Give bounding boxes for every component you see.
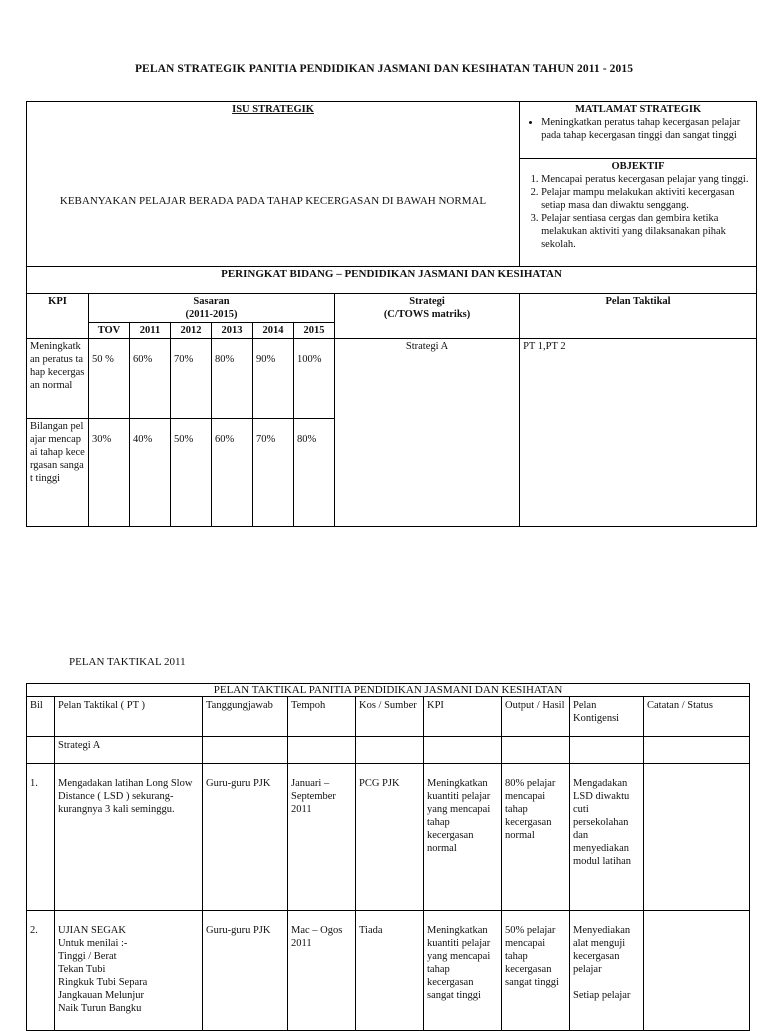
pt-cell: Mengadakan latihan Long Slow Distance ( LSD ) sekurang-kurangnya 3 kali seminggu. [55, 764, 203, 911]
kpi-header: KPI [27, 294, 89, 339]
kontigensi-cell [570, 911, 644, 1031]
pt-line: Tekan Tubi [58, 964, 106, 975]
empty-cell [203, 737, 288, 764]
pelan-value: PT 1,PT 2 [520, 339, 757, 527]
col-header: KPI [424, 697, 502, 737]
strategi-sub: (C/TOWS matriks) [383, 309, 471, 320]
catatan-cell [644, 911, 750, 1031]
objektif-list [523, 173, 753, 251]
tg-cell: Guru-guru PJK [203, 764, 288, 911]
strategi-label: Strategi [409, 296, 445, 307]
target-cell: 60% [212, 419, 253, 527]
col-header: Tempoh [288, 697, 356, 737]
target-cell: 70% [171, 339, 212, 419]
isu-cell [27, 102, 520, 267]
year-header: 2011 [130, 323, 171, 339]
target-cell: 70% [253, 419, 294, 527]
kpi-cell: Bilangan pelajar mencapai tahap kecergasan sangat tinggi [27, 419, 89, 527]
strategic-plan-table [26, 101, 757, 527]
kontigensi-cell: Mengadakan LSD diwaktu cuti persekolahan dan menyediakan modul latihan [570, 764, 644, 911]
kpi-cell: Meningkatkan kuantiti pelajar yang mencapai tahap kecergasan sangat tinggi [424, 911, 502, 1031]
tg-cell: Guru-guru PJK [203, 911, 288, 1031]
year-header: TOV [89, 323, 130, 339]
objektif-item: 1. Mencapai peratus kecergasan pelajar yang tinggi. [541, 173, 753, 186]
empty-cell [502, 737, 570, 764]
strategi-value: Strategi A [335, 339, 520, 527]
target-cell: 40% [130, 419, 171, 527]
document-title: PELAN STRATEGIK PANITIA PENDIDIKAN JASMANI DAN KESIHATAN TAHUN 2011 - 2015 [134, 63, 634, 75]
target-cell: 80% [212, 339, 253, 419]
target-cell: 50 % [89, 339, 130, 419]
empty-cell [356, 737, 424, 764]
output-cell: 50% pelajar mencapai tahap kecergasan sangat tinggi [502, 911, 570, 1031]
col-header: Tanggungjawab [203, 697, 288, 737]
target-cell: 60% [130, 339, 171, 419]
target-cell: 80% [294, 419, 335, 527]
matlamat-cell [520, 102, 757, 159]
target-cell: 50% [171, 419, 212, 527]
target-cell: 90% [253, 339, 294, 419]
kos-cell: Tiada [356, 911, 424, 1031]
sasaran-range: (2011-2015) [185, 309, 238, 320]
catatan-cell [644, 764, 750, 911]
pt-line: Tinggi / Berat [58, 951, 117, 962]
target-cell: 100% [294, 339, 335, 419]
pt-line: Jangkauan Melunjur [58, 990, 145, 1001]
row-number: 2. [27, 911, 55, 1031]
year-header: 2015 [294, 323, 335, 339]
objektif-cell [520, 159, 757, 267]
tactical-heading: PELAN TAKTIKAL 2011 [69, 656, 186, 668]
strategy-label: Strategi A [55, 737, 203, 764]
tactical-table-title: PELAN TAKTIKAL PANITIA PENDIDIKAN JASMANI DAN KESIHATAN [27, 684, 750, 697]
col-header: Catatan / Status [644, 697, 750, 737]
target-cell: 30% [89, 419, 130, 527]
tempoh-cell: Mac – Ogos 2011 [288, 911, 356, 1031]
empty-cell [27, 737, 55, 764]
col-header: Output / Hasil [502, 697, 570, 737]
sasaran-label: Sasaran [193, 296, 230, 307]
year-header: 2013 [212, 323, 253, 339]
year-header: 2012 [171, 323, 212, 339]
col-header: Pelan Kontigensi [570, 697, 644, 737]
kpi-cell: Meningkatkan peratus tahap kecergasan normal [27, 339, 89, 419]
pt-title: UJIAN SEGAK [58, 925, 126, 936]
row-number: 1. [27, 764, 55, 911]
pt-line: Naik Turun Bangku [58, 1003, 142, 1014]
col-header: Bil [27, 697, 55, 737]
pt-line: Ringkuk Tubi Separa [58, 977, 148, 988]
sasaran-header [89, 294, 335, 323]
output-cell: 80% pelajar mencapai tahap kecergasan normal [502, 764, 570, 911]
matlamat-header: MATLAMAT STRATEGIK [575, 104, 702, 115]
level-header: PERINGKAT BIDANG – PENDIDIKAN JASMANI DAN KESIHATAN [27, 267, 757, 294]
col-header: Kos / Sumber [356, 697, 424, 737]
kontigensi-text: Menyediakan alat menguji kecergasan pelajar [573, 925, 631, 975]
isu-header: ISU STRATEGIK [232, 104, 314, 115]
kos-cell: PCG PJK [356, 764, 424, 911]
matlamat-item: • Meningkatkan peratus tahap kecergasan pelajar pada tahap kecergasan tinggi dan sangat tinggi [541, 116, 753, 142]
objektif-item: 2. Pelajar mampu melakukan aktiviti kecergasan setiap masa dan diwaktu senggang. [541, 186, 753, 212]
strategi-header [335, 294, 520, 339]
empty-cell [424, 737, 502, 764]
kpi-cell: Meningkatkan kuantiti pelajar yang mencapai tahap kecergasan normal [424, 764, 502, 911]
empty-cell [570, 737, 644, 764]
empty-cell [644, 737, 750, 764]
objektif-item: 3. Pelajar sentiasa cergas dan gembira ketika melakukan aktiviti yang dilaksanakan pihak sekolah. [541, 212, 753, 251]
pt-line: Untuk menilai :- [58, 938, 128, 949]
isu-text: KEBANYAKAN PELAJAR BERADA PADA TAHAP KECERGASAN DI BAWAH NORMAL [59, 195, 487, 207]
pt-cell [55, 911, 203, 1031]
matlamat-list [523, 116, 753, 142]
empty-cell [288, 737, 356, 764]
objektif-header: OBJEKTIF [611, 161, 665, 172]
tempoh-cell: Januari – September 2011 [288, 764, 356, 911]
kontigensi-text: Setiap pelajar [573, 990, 631, 1001]
year-header: 2014 [253, 323, 294, 339]
tactical-plan-table [26, 683, 750, 1031]
col-header: Pelan Taktikal ( PT ) [55, 697, 203, 737]
pelan-header: Pelan Taktikal [520, 294, 757, 339]
